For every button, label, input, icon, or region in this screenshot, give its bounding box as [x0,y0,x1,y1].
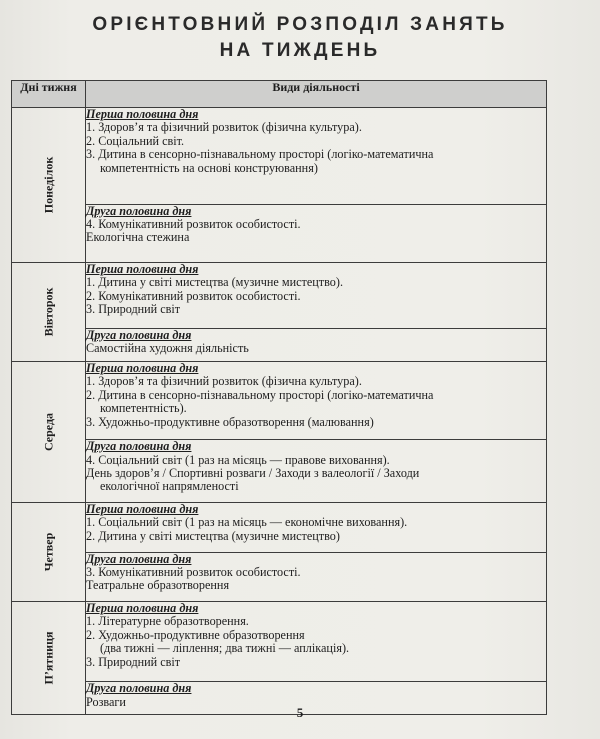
monday-first-half: Перша половина дня 1. Здоров’я та фізичний розвиток (фізична культура). 2. Соціальний світ. 3. Дитина в сенсорно-пізнавальному просторі (логіко-математична компетентність на основі конструювання) [86,108,547,205]
table-header-row [12,81,547,108]
thursday-second-half: Друга половина дня 3. Комунікативний розвиток особистості. Театральне образотворення [86,552,547,602]
day-thursday: Четвер [12,503,86,602]
monday-second-half: Друга половина дня 4. Комунікативний розвиток особистості. Екологічна стежина [86,204,547,262]
wednesday-second-half: Друга половина дня 4. Соціальний світ (1 раз на місяць — правове виховання). День здоров’я / Спортивні розваги / Заходи з валеології / Заходи екологічної напрямленості [86,440,547,503]
page-title-line-1: ОРІЄНТОВНИЙ РОЗПОДІЛ ЗАНЯТЬ [92,14,508,35]
day-wednesday: Середа [12,362,86,503]
header-activities: Види діяльності [86,81,547,108]
day-monday: Понеділок [12,108,86,263]
table-row [12,108,547,205]
wednesday-first-half: Перша половина дня 1. Здоров’я та фізичний розвиток (фізична культура). 2. Дитина в сенсорно-пізнавальному просторі (логіко-математична компетентність). 3. Художньо-продуктивне образотворення (малювання) [86,362,547,440]
page-number: 5 [296,705,304,720]
day-friday: П’ятниця [12,602,86,715]
table-row [12,204,547,262]
page-title-line-2: НА ТИЖДЕНЬ [219,40,381,61]
thursday-first-half: Перша половина дня 1. Соціальний світ (1 раз на місяць — економічне виховання). 2. Дитина у світі мистецтва (музичне мистецтво) [86,503,547,553]
header-days: Дні тижня [12,81,86,108]
tuesday-first-half: Перша половина дня 1. Дитина у світі мистецтва (музичне мистецтво). 2. Комунікативний розвиток особистості. 3. Природний світ [86,263,547,329]
day-tuesday: Вівторок [12,263,86,362]
table-row [12,362,547,440]
table-row [12,440,547,503]
weekly-schedule-table [11,80,547,715]
table-row [12,263,547,329]
table-row [12,552,547,602]
table-row [12,602,547,682]
friday-second-half: Друга половина дня Розваги [86,682,547,715]
table-row [12,503,547,553]
table-row [12,328,547,361]
tuesday-second-half: Друга половина дня Самостійна художня діяльність [86,328,547,361]
friday-first-half: Перша половина дня 1. Літературне образотворення. 2. Художньо-продуктивне образотворення (два тижні — ліплення; два тижні — аплікація). 3. Природний світ [86,602,547,682]
